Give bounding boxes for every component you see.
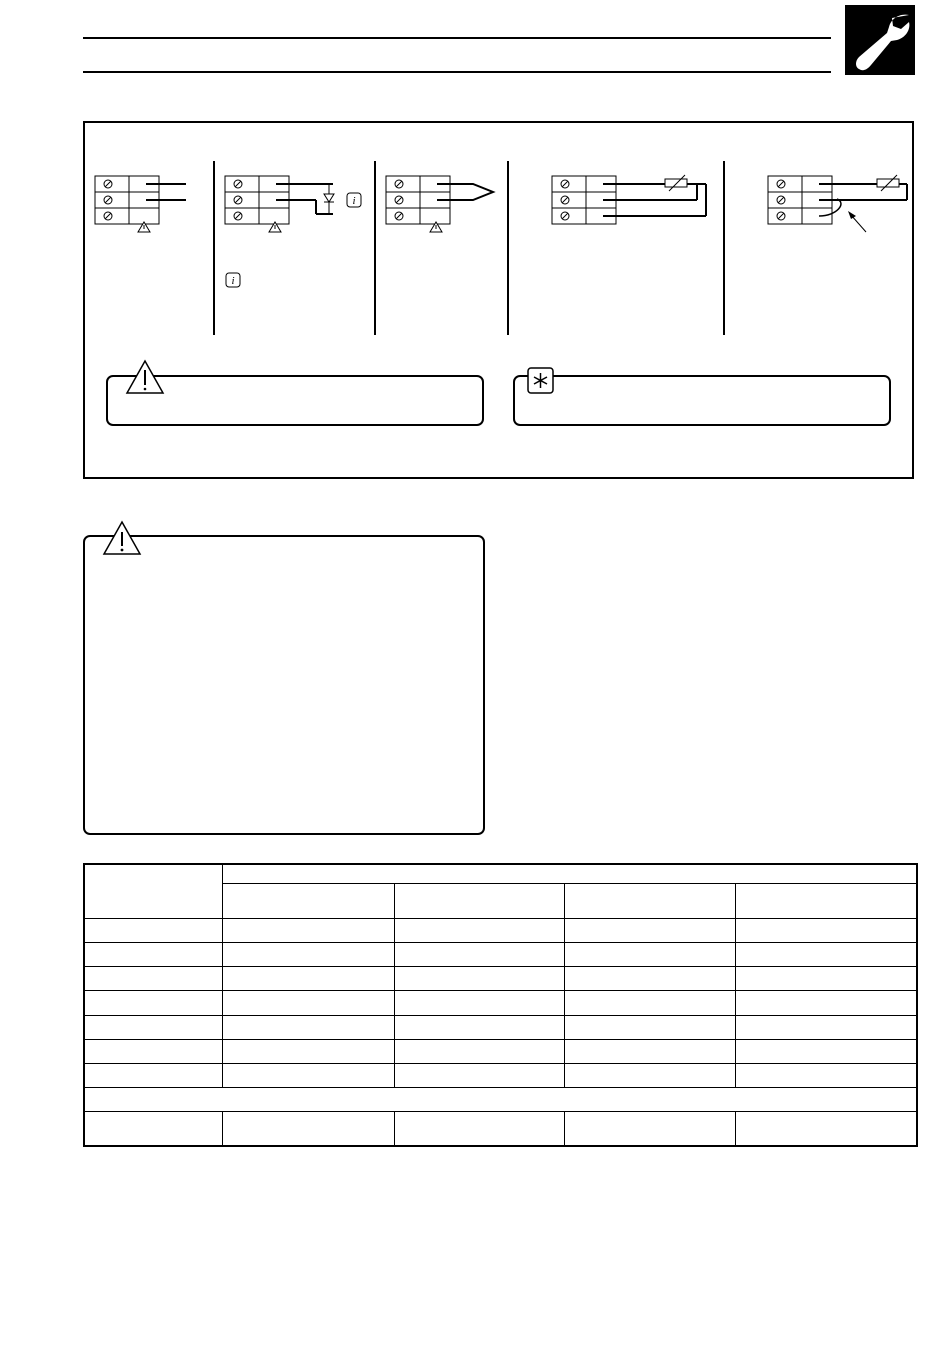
rtd-2-wire-diagram [768,175,907,232]
table-section-row [84,1087,917,1111]
caution-icon [101,519,143,559]
wiring-diagram-frame [83,121,914,479]
table-header-cell [564,883,735,918]
caution-panel [83,535,485,835]
diode-symbol [324,194,334,202]
caution-note-box [107,376,483,425]
info-icon [347,193,361,207]
voltage-input-diagram [95,176,186,232]
table-row [84,918,917,942]
wiring-diagrams: i [85,123,916,481]
thermocouple-input-diagram [386,176,493,232]
rtd-resistor-symbol [877,179,899,187]
table-row [84,1039,917,1063]
tip-note-box [514,376,890,425]
table-row [84,966,917,990]
table-header-cell [394,883,564,918]
header-rule-bottom [83,71,831,73]
table-header-cell [222,864,917,883]
table-header-cell [84,864,222,918]
info-icon [226,273,240,287]
table-row [84,990,917,1015]
table-row [84,1111,917,1146]
table-row [84,1015,917,1039]
section-tab [845,5,915,75]
wrench-icon [845,5,915,75]
header-rule-top [83,37,831,39]
table-header-cell [222,883,394,918]
asterisk-icon [528,368,553,393]
rtd-3-wire-diagram [552,175,706,224]
table-row [84,1063,917,1087]
table-header-cell [735,883,917,918]
rtd-resistor-symbol [665,179,687,187]
current-input-diagram [225,176,361,287]
table-row [84,942,917,966]
spec-table [83,863,918,1147]
